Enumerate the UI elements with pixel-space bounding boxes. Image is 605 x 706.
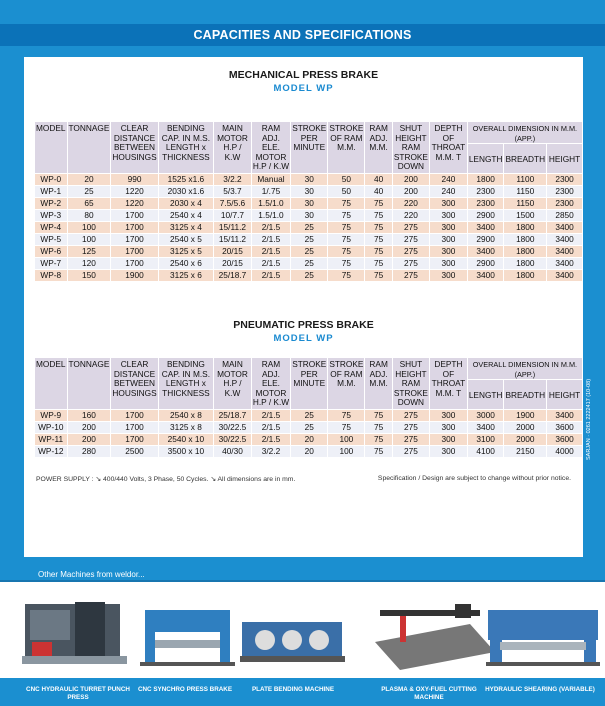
table-cell: 2300 [467, 198, 504, 210]
table-cell: 75 [365, 234, 392, 246]
dimension-subheader: BREADTH [504, 380, 547, 410]
table-cell: 15/11.2 [214, 222, 252, 234]
table-cell: 1700 [111, 234, 158, 246]
table-row [35, 422, 583, 434]
table-cell: 20/15 [214, 258, 252, 270]
column-header: MAIN MOTOR H.P / K.W [214, 122, 252, 174]
table-cell: 1220 [111, 198, 158, 210]
column-header: SHUT HEIGHT RAM STROKE DOWN [392, 122, 429, 174]
machines-strip [0, 582, 605, 678]
table-cell: 275 [392, 270, 429, 282]
table-cell: 3400 [467, 270, 504, 282]
table-row [35, 198, 583, 210]
table-cell: 1150 [504, 198, 547, 210]
press-brake-icon [140, 610, 235, 666]
table-cell: 300 [429, 222, 467, 234]
plate-bending-icon [240, 622, 345, 662]
table-cell: 75 [328, 258, 365, 270]
table-cell: 2900 [467, 234, 504, 246]
caption-plasma-cutting: PLASMA & OXY-FUEL CUTTING MACHINE [381, 686, 477, 701]
table-cell: 3400 [467, 246, 504, 258]
plasma-cutting-icon [375, 604, 495, 670]
column-header: STROKE OF RAM M.M. [328, 122, 365, 174]
table-cell: 125 [67, 246, 111, 258]
table-cell: 30 [291, 198, 328, 210]
table-cell: 990 [111, 174, 158, 186]
table-row [35, 234, 583, 246]
table-cell: WP-3 [35, 210, 68, 222]
table-cell: 75 [365, 446, 392, 458]
table-cell: Manual [251, 174, 290, 186]
table-cell: 200 [392, 174, 429, 186]
table-cell: WP-11 [35, 434, 68, 446]
table-cell: 40/30 [214, 446, 252, 458]
table-cell: 3000 [467, 410, 504, 422]
table-row [35, 246, 583, 258]
table-cell: 300 [429, 270, 467, 282]
table-row [35, 446, 583, 458]
table-cell: 275 [392, 222, 429, 234]
table-cell: 120 [67, 258, 111, 270]
table-cell: 25/18.7 [214, 410, 252, 422]
dimension-subheader: HEIGHT [547, 144, 583, 174]
table-cell: WP-7 [35, 258, 68, 270]
pneumatic-subtitle: MODEL WP [273, 333, 334, 344]
dimension-subheader: BREADTH [504, 144, 547, 174]
table-cell: WP-12 [35, 446, 68, 458]
table-cell: 1700 [111, 258, 158, 270]
column-header: RAM ADJ. M.M. [365, 358, 392, 410]
table-cell: 2/1.5 [251, 246, 290, 258]
table-cell: 1800 [504, 246, 547, 258]
table-cell: 3400 [547, 258, 583, 270]
table-cell: 200 [392, 186, 429, 198]
table-cell: 75 [365, 246, 392, 258]
table-cell: 1700 [111, 422, 158, 434]
table-cell: 3125 x 6 [158, 270, 214, 282]
table-cell: 80 [67, 210, 111, 222]
column-header: MAIN MOTOR H.P / K.W [214, 358, 252, 410]
table-cell: 2540 x 6 [158, 258, 214, 270]
table-cell: 2900 [467, 210, 504, 222]
table-cell: 1700 [111, 246, 158, 258]
column-header: TONNAGE [67, 358, 111, 410]
table-cell: 75 [365, 410, 392, 422]
table-cell: 1900 [111, 270, 158, 282]
table-cell: 2000 [504, 434, 547, 446]
table-cell: 25 [291, 270, 328, 282]
table-row [35, 270, 583, 282]
table-cell: 75 [365, 222, 392, 234]
table-cell: 1800 [504, 222, 547, 234]
table-cell: 75 [365, 270, 392, 282]
table-cell: 20 [291, 434, 328, 446]
table-cell: WP-1 [35, 186, 68, 198]
table-cell: 30 [291, 186, 328, 198]
table-cell: 1800 [504, 234, 547, 246]
table-cell: 2030 x1.6 [158, 186, 214, 198]
table-cell: 1.5/1.0 [251, 198, 290, 210]
other-machines-label: Other Machines from weldor... [38, 570, 145, 579]
column-header: MODEL [35, 122, 68, 174]
table-cell: 25 [291, 222, 328, 234]
table-cell: 275 [392, 246, 429, 258]
turret-punch-press-icon [22, 602, 127, 664]
table-cell: 25 [291, 410, 328, 422]
table-cell: 275 [392, 422, 429, 434]
table-cell: 2/1.5 [251, 434, 290, 446]
table-cell: 240 [429, 174, 467, 186]
table-cell: 160 [67, 410, 111, 422]
table-cell: 150 [67, 270, 111, 282]
dimension-subheader: HEIGHT [547, 380, 583, 410]
column-header: RAM ADJ. ELE. MOTOR H.P / K.W [251, 122, 290, 174]
table-cell: WP-10 [35, 422, 68, 434]
table-cell: 2900 [467, 258, 504, 270]
column-header: RAM ADJ. ELE. MOTOR H.P / K.W [251, 358, 290, 410]
table-cell: 25/18.7 [214, 270, 252, 282]
table-cell: 75 [328, 410, 365, 422]
table-cell: 20/15 [214, 246, 252, 258]
mechanical-title: MECHANICAL PRESS BRAKE [228, 69, 379, 81]
table-cell: 75 [328, 222, 365, 234]
table-cell: 7.5/5.6 [214, 198, 252, 210]
table-cell: 3400 [467, 422, 504, 434]
pneumatic-title: PNEUMATIC PRESS BRAKE [233, 319, 374, 331]
table-cell: 3600 [547, 434, 583, 446]
table-cell: 2/1.5 [251, 270, 290, 282]
table-cell: 75 [328, 210, 365, 222]
table-cell: 4100 [467, 446, 504, 458]
caption-shearing: HYDRAULIC SHEARING (VARIABLE) [485, 686, 595, 693]
table-cell: 1700 [111, 210, 158, 222]
machines-illustration [0, 582, 605, 678]
table-cell: 100 [328, 446, 365, 458]
table-cell: 200 [67, 434, 111, 446]
spec-panel [24, 57, 583, 557]
table-cell: 2300 [547, 186, 583, 198]
caption-plate-bending: PLATE BENDING MACHINE [251, 686, 335, 693]
table-cell: 300 [429, 422, 467, 434]
table-cell: 2540 x 10 [158, 434, 214, 446]
disclaimer-note: Specification / Design are subject to change without prior notice. [377, 475, 571, 482]
table-cell: 3400 [467, 222, 504, 234]
table-row [35, 174, 583, 186]
table-cell: 2/1.5 [251, 422, 290, 434]
table-cell: 3/2.2 [214, 174, 252, 186]
table-cell: 75 [365, 434, 392, 446]
table-cell: 3125 x 4 [158, 222, 214, 234]
table-cell: 1/.75 [251, 186, 290, 198]
table-cell: 75 [365, 210, 392, 222]
table-cell: 25 [291, 258, 328, 270]
table-cell: 280 [67, 446, 111, 458]
caption-press-brake: CNC SYNCHRO PRESS BRAKE [137, 686, 233, 693]
table-cell: 275 [392, 410, 429, 422]
table-cell: WP-6 [35, 246, 68, 258]
table-cell: 75 [328, 234, 365, 246]
table-cell: WP-8 [35, 270, 68, 282]
table-cell: 40 [365, 174, 392, 186]
table-cell: 25 [291, 234, 328, 246]
table-cell: 3125 x 5 [158, 246, 214, 258]
table-cell: 300 [429, 198, 467, 210]
overall-dimension-header: OVERALL DIMENSION IN M.M. (APP.) [467, 358, 582, 380]
dimension-subheader: LENGTH [467, 144, 504, 174]
table-cell: 3400 [547, 234, 583, 246]
mechanical-subtitle: MODEL WP [273, 83, 334, 94]
table-cell: 75 [365, 198, 392, 210]
column-header: SHUT HEIGHT RAM STROKE DOWN [392, 358, 429, 410]
table-cell: 75 [328, 422, 365, 434]
table-cell: 65 [67, 198, 111, 210]
table-cell: 2150 [504, 446, 547, 458]
table-cell: 100 [67, 222, 111, 234]
table-cell: 1150 [504, 186, 547, 198]
table-cell: 1500 [504, 210, 547, 222]
table-cell: 300 [429, 258, 467, 270]
table-cell: 75 [328, 246, 365, 258]
table-cell: 30/22.5 [214, 434, 252, 446]
column-header: DEPTH OF THROAT M.M. T [429, 122, 467, 174]
table-cell: 2500 [111, 446, 158, 458]
table-cell: 30 [291, 210, 328, 222]
shearing-machine-icon [486, 610, 600, 666]
table-row [35, 210, 583, 222]
table-cell: 2300 [547, 174, 583, 186]
overall-dimension-header: OVERALL DIMENSION IN M.M. (APP.) [467, 122, 582, 144]
column-header: TONNAGE [67, 122, 111, 174]
table-cell: 75 [365, 258, 392, 270]
table-cell: 75 [365, 422, 392, 434]
table-cell: 1525 x1.6 [158, 174, 214, 186]
table-cell: 1700 [111, 434, 158, 446]
table-cell: 3/2.2 [251, 446, 290, 458]
pneumatic-spec-table [34, 357, 583, 458]
table-cell: 15/11.2 [214, 234, 252, 246]
table-cell: 220 [392, 210, 429, 222]
table-cell: 200 [67, 422, 111, 434]
table-cell: 3100 [467, 434, 504, 446]
table-cell: 240 [429, 186, 467, 198]
table-cell: 275 [392, 434, 429, 446]
table-cell: 2850 [547, 210, 583, 222]
table-cell: WP-2 [35, 198, 68, 210]
table-cell: 25 [291, 246, 328, 258]
table-cell: 3600 [547, 422, 583, 434]
table-row [35, 434, 583, 446]
table-cell: 2540 x 8 [158, 410, 214, 422]
table-cell: 100 [328, 434, 365, 446]
table-cell: 300 [429, 246, 467, 258]
power-supply-note: POWER SUPPLY : ↘ 400/440 Volts, 3 Phase, 50 Cycles. ↘ All dimensions are in mm. [36, 476, 296, 483]
table-cell: 220 [392, 198, 429, 210]
table-cell: 25 [291, 422, 328, 434]
table-cell: 2540 x 5 [158, 234, 214, 246]
table-cell: 3400 [547, 410, 583, 422]
table-cell: 1900 [504, 410, 547, 422]
table-cell: 3400 [547, 246, 583, 258]
column-header: CLEAR DISTANCE BETWEEN HOUSINGS [111, 358, 158, 410]
table-cell: 2/1.5 [251, 222, 290, 234]
table-cell: 275 [392, 234, 429, 246]
table-cell: 1800 [504, 270, 547, 282]
table-cell: 3125 x 8 [158, 422, 214, 434]
mechanical-spec-table [34, 121, 583, 282]
page-title: CAPACITIES AND SPECIFICATIONS [193, 28, 412, 42]
table-row [35, 410, 583, 422]
table-cell: 1800 [467, 174, 504, 186]
table-cell: 300 [429, 410, 467, 422]
table-cell: 300 [429, 434, 467, 446]
column-header: STROKE PER MINUTE [291, 358, 328, 410]
table-cell: 300 [429, 234, 467, 246]
column-header: CLEAR DISTANCE BETWEEN HOUSINGS [111, 122, 158, 174]
table-cell: WP-9 [35, 410, 68, 422]
table-cell: 2000 [504, 422, 547, 434]
table-cell: 2/1.5 [251, 410, 290, 422]
column-header: STROKE OF RAM M.M. [328, 358, 365, 410]
table-cell: WP-4 [35, 222, 68, 234]
table-cell: 1700 [111, 410, 158, 422]
table-cell: 40 [365, 186, 392, 198]
table-cell: 2300 [467, 186, 504, 198]
table-cell: 1100 [504, 174, 547, 186]
column-header: RAM ADJ. M.M. [365, 122, 392, 174]
table-row [35, 258, 583, 270]
table-cell: 1800 [504, 258, 547, 270]
table-cell: 3500 x 10 [158, 446, 214, 458]
table-cell: 30/22.5 [214, 422, 252, 434]
table-cell: 20 [67, 174, 111, 186]
table-row [35, 186, 583, 198]
table-cell: 75 [328, 270, 365, 282]
table-cell: 100 [67, 234, 111, 246]
table-cell: 2300 [547, 198, 583, 210]
table-cell: 275 [392, 258, 429, 270]
print-code: SARJAN · 0261 2222417 (10-08) [586, 378, 592, 460]
table-cell: 1700 [111, 222, 158, 234]
column-header: STROKE PER MINUTE [291, 122, 328, 174]
table-cell: 275 [392, 446, 429, 458]
column-header: BENDING CAP. IN M.S. LENGTH x THICKNESS [158, 122, 214, 174]
table-cell: 2030 x 4 [158, 198, 214, 210]
table-cell: WP-0 [35, 174, 68, 186]
table-cell: 2/1.5 [251, 234, 290, 246]
table-cell: 2/1.5 [251, 258, 290, 270]
column-header: MODEL [35, 358, 68, 410]
table-cell: 1.5/1.0 [251, 210, 290, 222]
table-cell: 5/3.7 [214, 186, 252, 198]
table-cell: 3400 [547, 270, 583, 282]
column-header: DEPTH OF THROAT M.M. T [429, 358, 467, 410]
table-cell: 10/7.7 [214, 210, 252, 222]
column-header: BENDING CAP. IN M.S. LENGTH x THICKNESS [158, 358, 214, 410]
table-cell: 3400 [547, 222, 583, 234]
table-cell: 1220 [111, 186, 158, 198]
table-cell: 75 [328, 198, 365, 210]
table-cell: 300 [429, 210, 467, 222]
table-cell: 20 [291, 446, 328, 458]
dimension-subheader: LENGTH [467, 380, 504, 410]
table-cell: 25 [67, 186, 111, 198]
table-cell: 2540 x 4 [158, 210, 214, 222]
table-cell: WP-5 [35, 234, 68, 246]
table-cell: 50 [328, 186, 365, 198]
table-row [35, 222, 583, 234]
table-cell: 300 [429, 446, 467, 458]
table-cell: 30 [291, 174, 328, 186]
caption-turret-punch: CNC HYDRAULIC TURRET PUNCH PRESS [26, 686, 130, 701]
table-cell: 50 [328, 174, 365, 186]
table-cell: 4000 [547, 446, 583, 458]
